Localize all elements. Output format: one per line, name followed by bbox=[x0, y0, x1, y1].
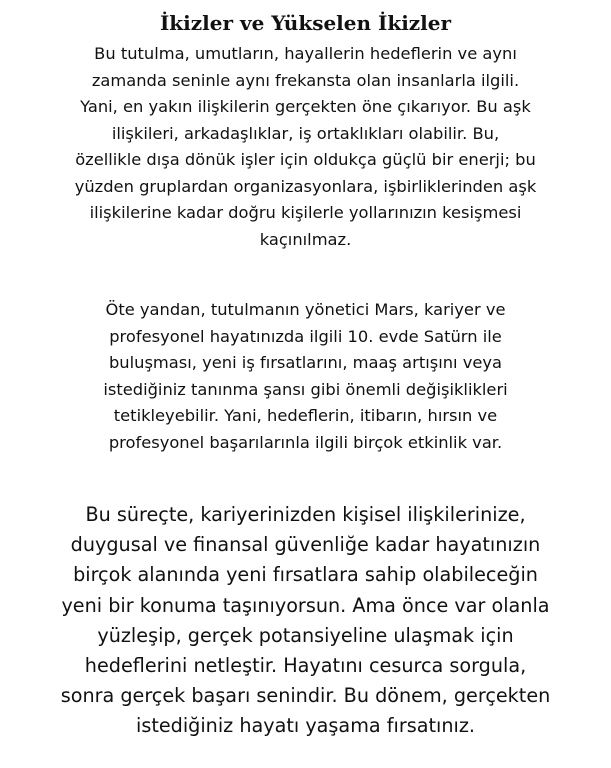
paragraph-line: yüzden gruplardan organizasyonlara, işbirliklerinden aşk bbox=[74, 176, 537, 196]
paragraph-line: istediğiniz hayatı yaşama fırsatınız. bbox=[136, 714, 475, 738]
paragraph-line: istediğiniz tanınma şansı gibi önemli değişiklikleri bbox=[103, 379, 508, 399]
paragraph-line: ilişkilerine kadar doğru kişilerle yollarınızın kesişmesi bbox=[89, 203, 522, 222]
paragraph-1 bbox=[0, 41, 611, 253]
paragraph-line: zamanda seninle aynı frekansta olan insanlarla ilgili. bbox=[91, 70, 520, 90]
paragraph-line: yüzleşip, gerçek potansiyeline ulaşmak için bbox=[97, 623, 514, 647]
paragraph-line: Öte yandan, tutulmanın yönetici Mars, kariyer ve bbox=[105, 300, 506, 319]
paragraph-2 bbox=[0, 297, 611, 456]
document-title: İkizler ve Yükselen İkizler bbox=[159, 11, 452, 35]
paragraph-3 bbox=[0, 500, 611, 742]
paragraph-line: duygusal ve finansal güvenliğe kadar hayatınızın bbox=[70, 533, 541, 557]
paragraph-line: özellikle dışa dönük işler için oldukça güçlü bir enerji; bu bbox=[75, 150, 536, 169]
paragraph-line: sonra gerçek başarı senindir. Bu dönem, gerçekten bbox=[60, 684, 551, 708]
paragraph-line: Yani, en yakın ilişkilerin gerçekten öne çıkarıyor. Bu aşk bbox=[80, 97, 531, 116]
paragraph-line: profesyonel hayatınızda ilgili 10. evde Satürn ile bbox=[109, 326, 502, 346]
paragraph-line: buluşması, yeni iş fırsatlarını, maaş artışını veya bbox=[108, 353, 503, 372]
paragraph-line: yeni bir konuma taşınıyorsun. Ama önce var olanla bbox=[61, 593, 550, 617]
paragraph-line: tetikleyebilir. Yani, hedeflerin, itibarın, hırsın ve bbox=[113, 406, 498, 425]
paragraph-line: Bu süreçte, kariyerinizden kişisel ilişkilerinize, bbox=[85, 503, 526, 526]
paragraph-line: profesyonel başarılarınla ilgili birçok etkinlik var. bbox=[108, 432, 503, 452]
paragraph-line: Bu tutulma, umutların, hayallerin hedeflerin ve aynı bbox=[94, 44, 517, 63]
paragraph-line: hedeflerini netleştir. Hayatını cesurca sorgula, bbox=[84, 654, 527, 678]
paragraph-line: kaçınılmaz. bbox=[259, 229, 352, 249]
paragraph-line: ilişkileri, arkadaşlıklar, iş ortaklıkları olabilir. Bu, bbox=[111, 123, 500, 143]
paragraph-line: birçok alanında yeni fırsatlara sahip olabileceğin bbox=[73, 563, 538, 587]
